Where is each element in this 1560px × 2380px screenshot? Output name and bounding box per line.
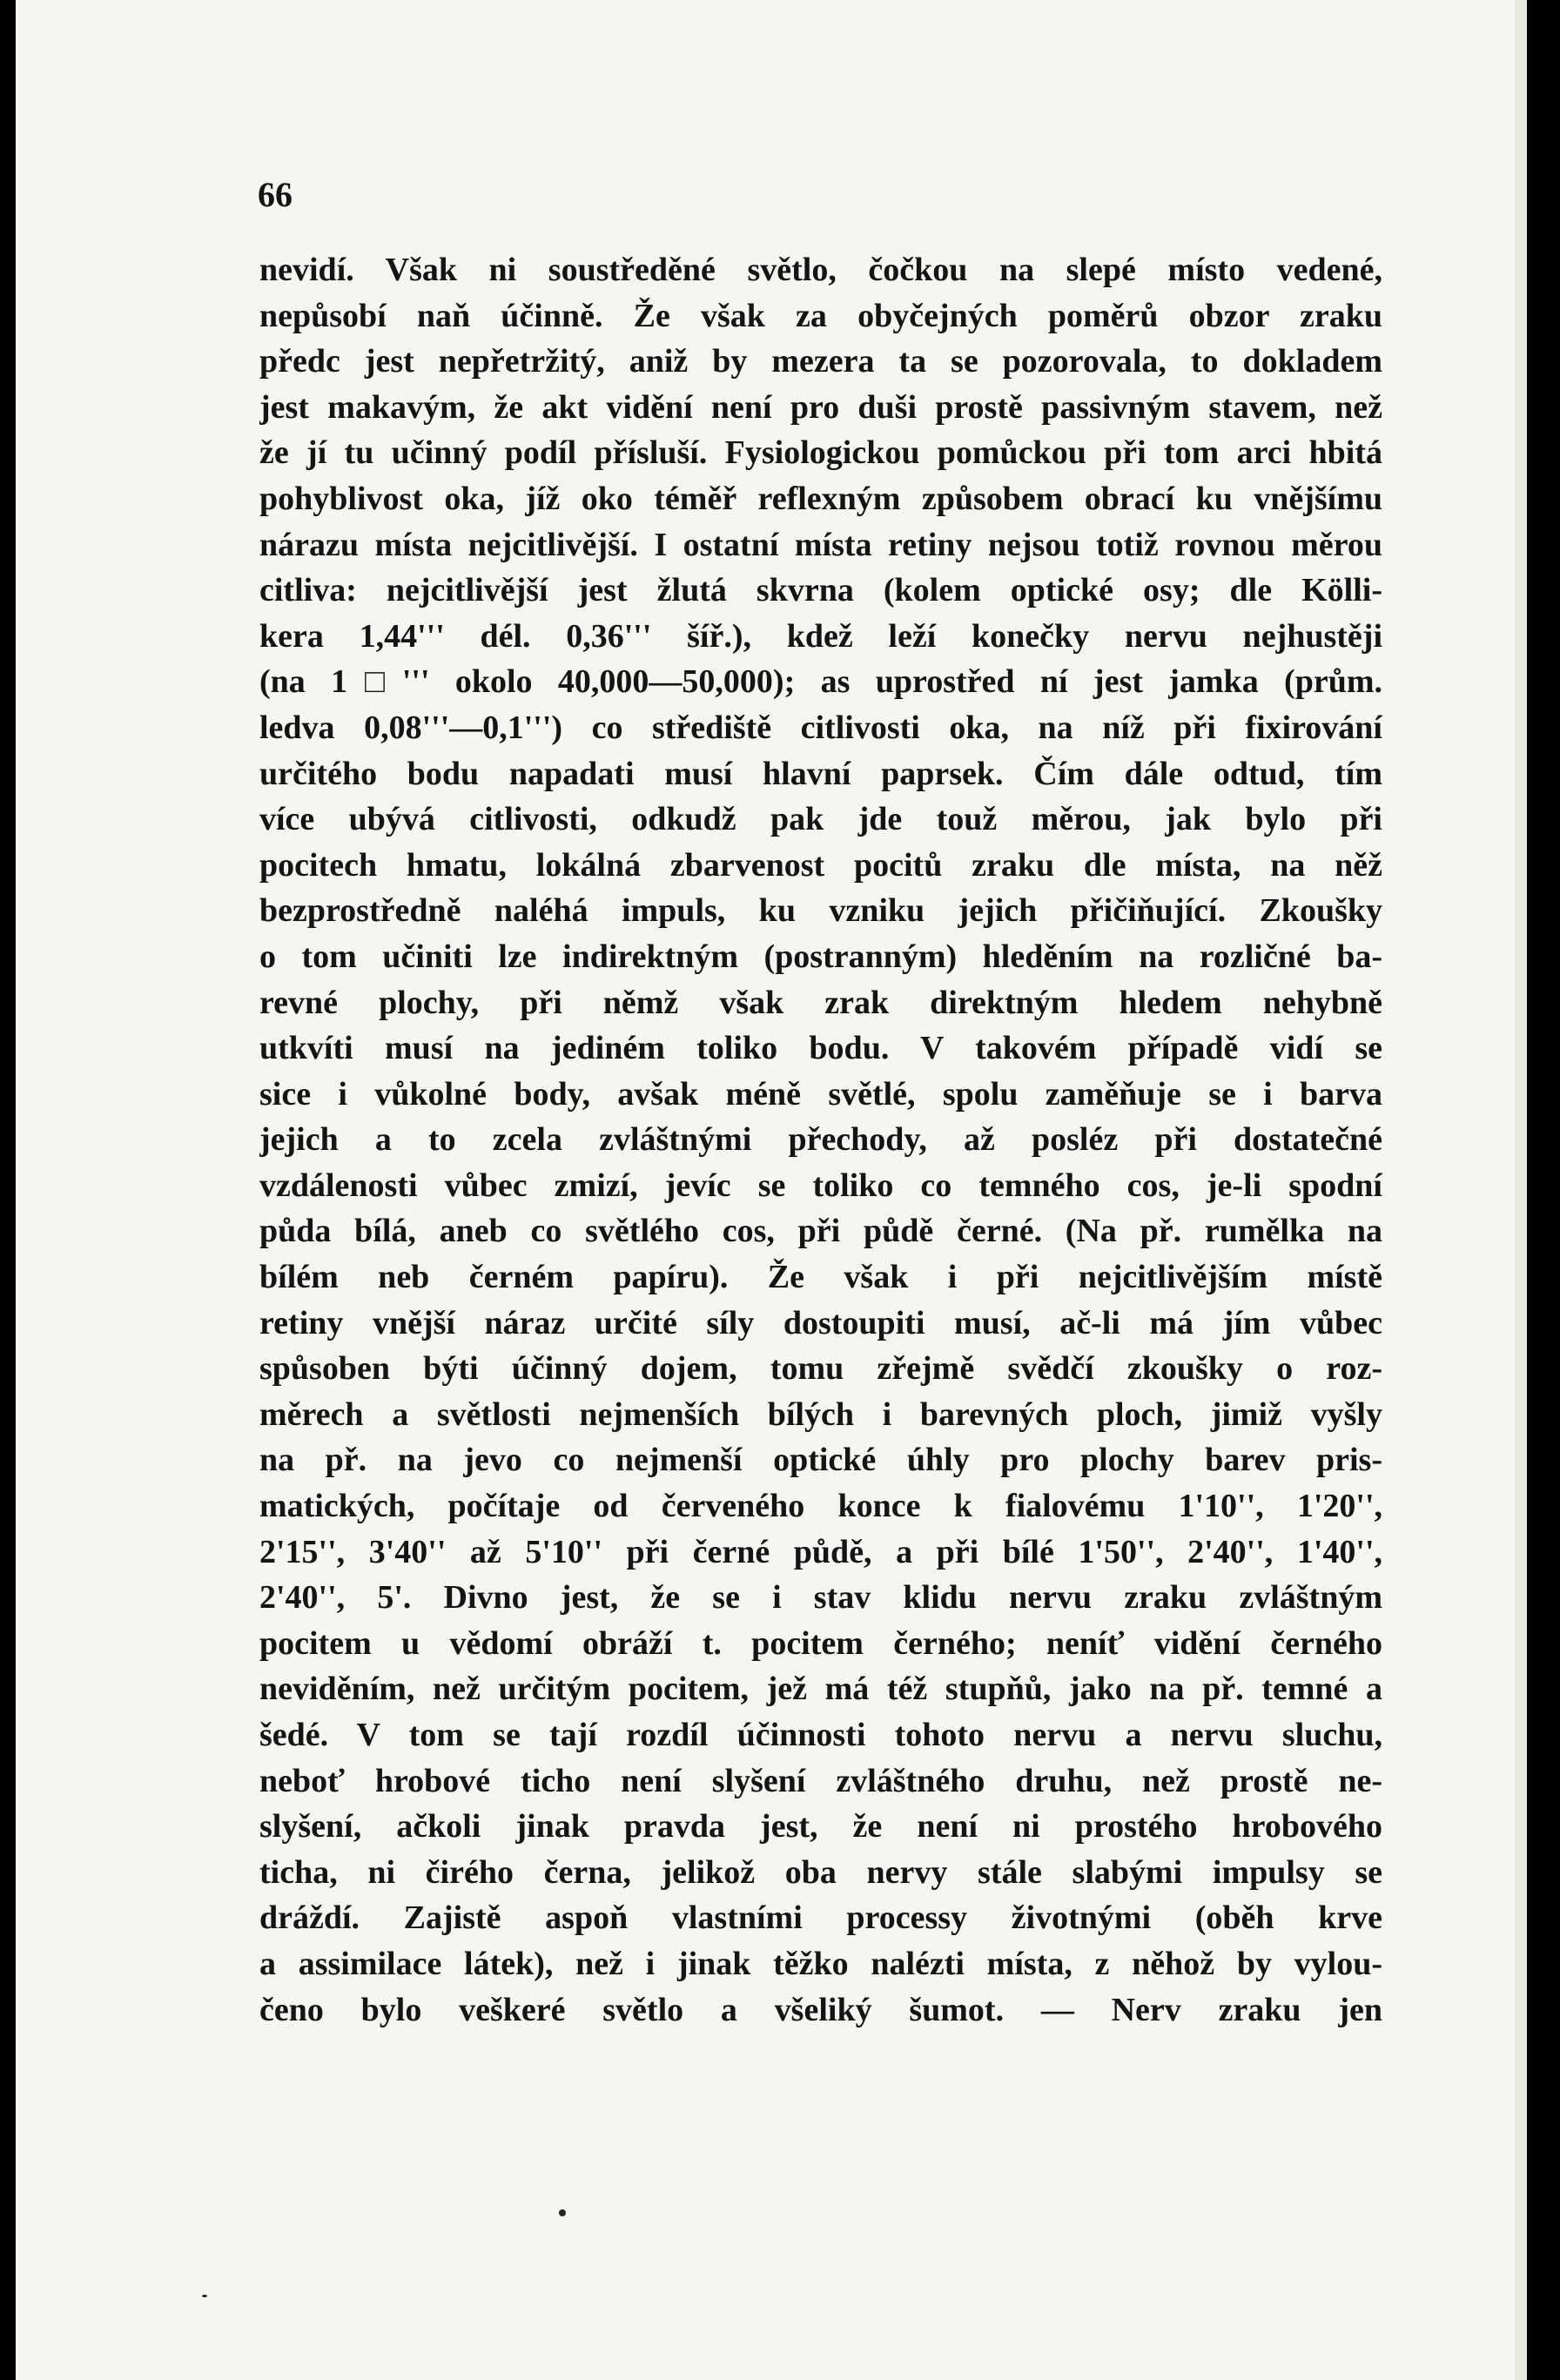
paper-sheet bbox=[16, 0, 1515, 2380]
text-line: 2'40'', 5'. Divno jest, že se i stav klidu nervu zraku zvláštným bbox=[259, 1579, 1382, 1617]
body-text bbox=[259, 247, 1382, 2033]
page-number: 66 bbox=[258, 175, 292, 214]
text-line: ledva 0,08'''—0,1''') co střediště citlivosti oka, na níž při fixirování bbox=[259, 709, 1382, 746]
text-line: jejich a to zcela zvláštnými přechody, až posléz při dostatečné bbox=[259, 1121, 1382, 1159]
text-line: bílém neb černém papíru). Že však i při nejcitlivějším místě bbox=[259, 1259, 1382, 1296]
text-line: nevidí. Však ni soustředěné světlo, čočkou na slepé místo vedené, bbox=[259, 252, 1382, 288]
text-line: více ubývá citlivosti, odkudž pak jde touž měrou, jak bylo při bbox=[259, 801, 1382, 838]
text-line: jest makavým, že akt vidění není pro duši prostě passivným stavem, než bbox=[259, 388, 1382, 426]
text-line: předc jest nepřetržitý, aniž by mezera ta se pozorovala, to dokladem bbox=[259, 343, 1382, 380]
text-line: slyšení, ačkoli jinak pravda jest, že není ni prostého hrobového bbox=[259, 1808, 1382, 1846]
text-line: půda bílá, aneb co světlého cos, při půdě černé. (Na př. rumělka na bbox=[259, 1213, 1382, 1250]
text-line: pohyblivost oka, jíž oko téměř reflexným způsobem obrací ku vnějšímu bbox=[259, 480, 1382, 517]
text-line: dráždí. Zajistě aspoň vlastními processy životnými (oběh krve bbox=[259, 1899, 1382, 1937]
text-line: matických, počítaje od červeného konce k fialovému 1'10'', 1'20'', bbox=[259, 1488, 1382, 1525]
text-line: pocitech hmatu, lokálná zbarvenost pocitů zraku dle místa, na něž bbox=[259, 846, 1382, 884]
text-line: nepůsobí naň účinně. Že však za obyčejných poměrů obzor zraku bbox=[259, 297, 1382, 334]
text-line: bezprostředně naléhá impuls, ku vzniku jejich přičiňující. Zkoušky bbox=[259, 892, 1382, 930]
page-edge bbox=[1515, 0, 1527, 2380]
text-line: vzdálenosti vůbec zmizí, jevíc se toliko co temného cos, je-li spodní bbox=[259, 1166, 1382, 1204]
text-line: nárazu místa nejcitlivější. I ostatní místa retiny nejsou totiž rovnou měrou bbox=[259, 526, 1382, 563]
text-line: citliva: nejcitlivější jest žlutá skvrna (kolem optické osy; dle Kölli- bbox=[259, 572, 1382, 609]
text-line: neboť hrobové ticho není slyšení zvláštného druhu, než prostě ne- bbox=[259, 1762, 1382, 1799]
text-line: šedé. V tom se tají rozdíl účinnosti tohoto nervu a nervu sluchu, bbox=[259, 1717, 1382, 1753]
text-line: kera 1,44''' dél. 0,36''' šíř.), kdež leží konečky nervu nejhustěji bbox=[259, 617, 1382, 655]
text-line: čeno bylo veškeré světlo a všeliký šumot. — Nerv zraku jen bbox=[259, 1991, 1382, 2028]
text-line: o tom učiniti lze indirektným (postranným) hleděním na rozličné ba- bbox=[259, 938, 1382, 975]
text-line: určitého bodu napadati musí hlavní paprsek. Čím dále odtud, tím bbox=[259, 755, 1382, 792]
text-line: utkvíti musí na jediném toliko bodu. V takovém případě vidí se bbox=[259, 1030, 1382, 1067]
text-line: ticha, ni čirého černa, jelikož oba nervy stále slabými impulsy se bbox=[259, 1853, 1382, 1891]
scan-speck bbox=[202, 2295, 207, 2297]
text-line: že jí tu učinný podíl přísluší. Fysiologickou pomůckou při tom arci hbitá bbox=[259, 434, 1382, 472]
text-line: (na 1□''' okolo 40,000—50,000); as uprostřed ní jest jamka (prům. bbox=[259, 663, 1382, 701]
text-line: spůsoben býti účinný dojem, tomu zřejmě svědčí zkoušky o roz- bbox=[259, 1350, 1382, 1388]
text-line: pocitem u vědomí obráží t. pocitem černého; neníť vidění černého bbox=[259, 1624, 1382, 1662]
text-line: retiny vnější náraz určité síly dostoupiti musí, ač-li má jím vůbec bbox=[259, 1304, 1382, 1341]
text-line: na př. na jevo co nejmenší optické úhly pro plochy barev pris- bbox=[259, 1442, 1382, 1479]
text-line: neviděním, než určitým pocitem, jež má též stupňů, jako na př. temné a bbox=[259, 1671, 1382, 1708]
text-line: revné plochy, při němž však zrak direktným hledem nehybně bbox=[259, 984, 1382, 1021]
text-line: 2'15'', 3'40'' až 5'10'' při černé půdě, a při bílé 1'50'', 2'40'', 1'40'', bbox=[259, 1533, 1382, 1570]
scan-speck bbox=[559, 2209, 566, 2216]
text-line: měrech a světlosti nejmenších bílých i barevných ploch, jimiž vyšly bbox=[259, 1395, 1382, 1433]
text-line: a assimilace látek), než i jinak těžko nalézti místa, z něhož by vylou- bbox=[259, 1945, 1382, 1982]
text-line: sice i vůkolné body, avšak méně světlé, spolu zaměňuje se i barva bbox=[259, 1075, 1382, 1113]
